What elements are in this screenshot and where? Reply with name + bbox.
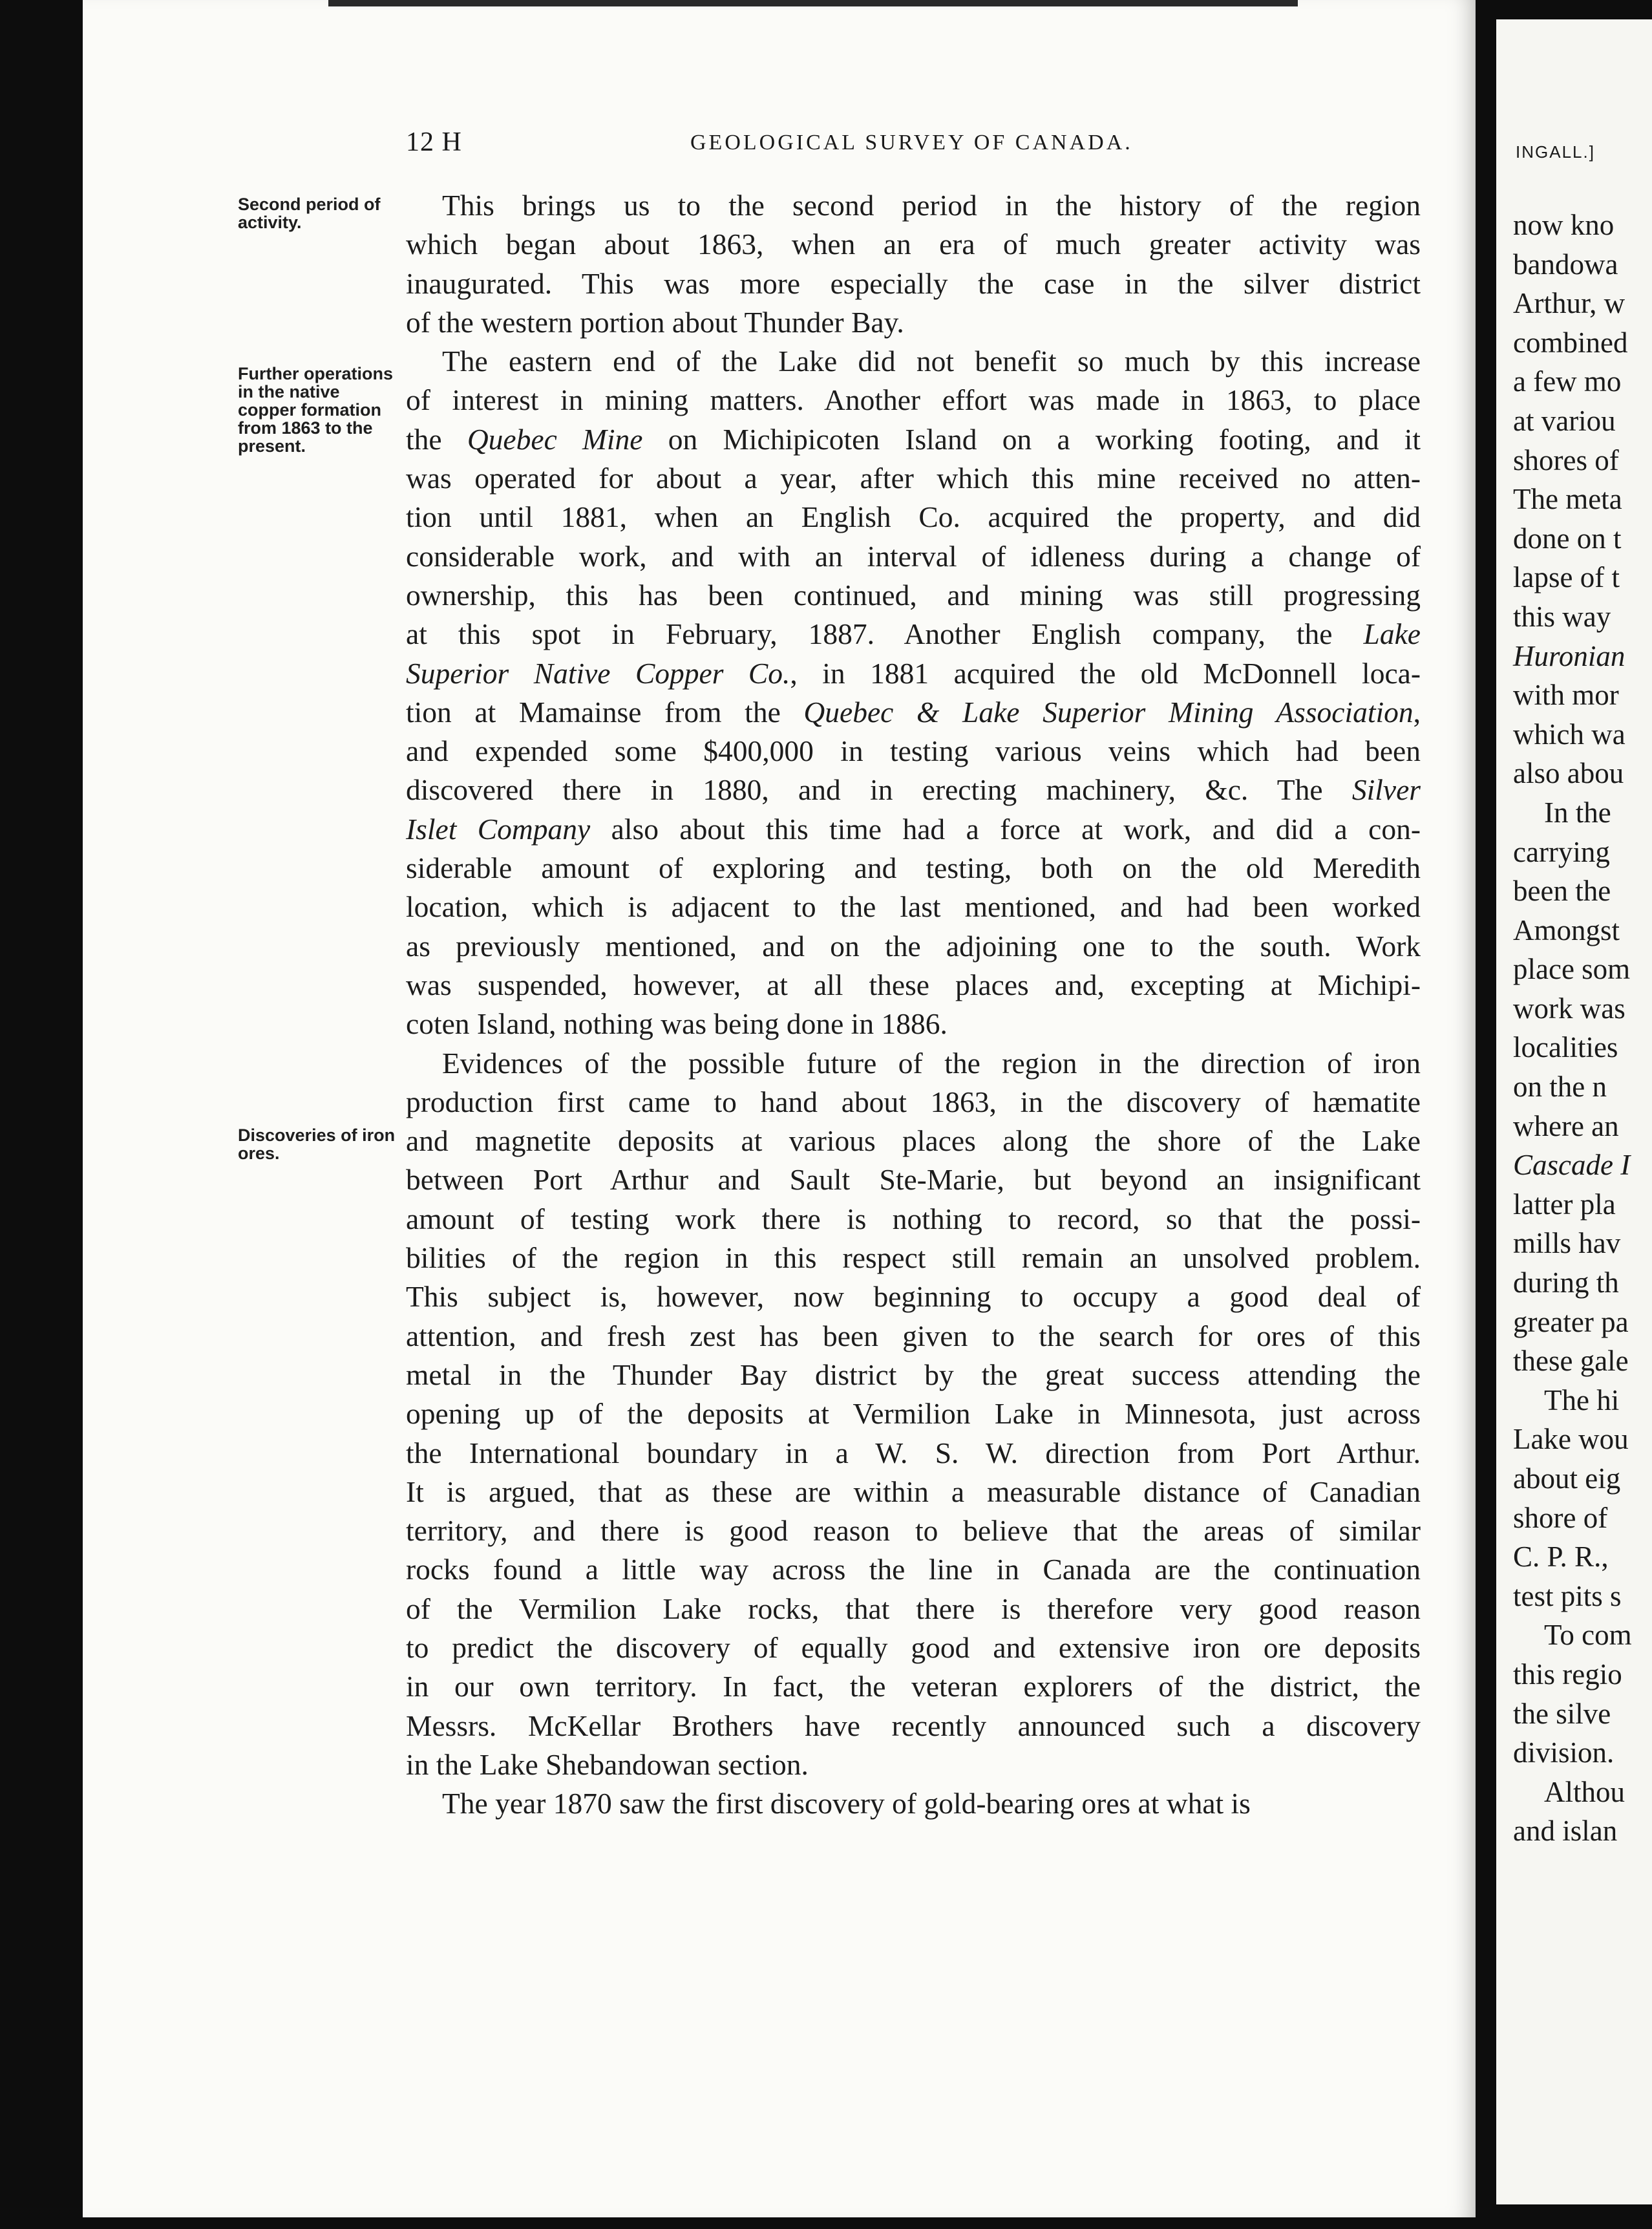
paragraph (406, 1784, 1421, 1823)
text-line: ownership, this has been continued, and mining was still progressing (406, 578, 1421, 612)
right-text-line: these gale (1513, 1345, 1629, 1378)
right-text-line: bandowa (1513, 248, 1618, 281)
right-text-line: greater pa (1513, 1305, 1629, 1338)
text-line: The year 1870 saw the first discovery of gold-bearing ores at what is (442, 1787, 1251, 1820)
right-text-line: about eig (1513, 1462, 1621, 1495)
text-line: between Port Arthur and Sault Ste-Marie, but beyond an insignificant (406, 1163, 1421, 1197)
text-line: the International boundary in a W. S. W. direction from Port Arthur. (406, 1436, 1421, 1469)
text-line: territory, and there is good reason to believe that the areas of similar (406, 1514, 1421, 1548)
text-line: of the western portion about Thunder Bay. (406, 305, 904, 339)
text-line: as previously mentioned, and on the adjoining one to the south. Work (406, 929, 1421, 963)
text-line: Islet Company also about this time had a force at work, and did a con- (406, 812, 1421, 846)
running-header (406, 127, 1421, 165)
right-page-text (1513, 206, 1652, 1851)
text-line: of the Vermilion Lake rocks, that there is therefore very good reason (406, 1592, 1421, 1625)
right-text-line: now kno (1513, 209, 1615, 241)
text-line: inaugurated. This was more especially the case in the silver district (406, 266, 1421, 300)
right-text-line: latter pla (1513, 1188, 1616, 1221)
right-text-line: also abou (1513, 757, 1624, 790)
sidenote-iron-ores: Discoveries of iron ores. (238, 1125, 396, 1163)
right-text-line: Arthur, w (1513, 287, 1626, 320)
text-line: rocks found a little way across the line in Canada are the continuation (406, 1553, 1421, 1586)
right-text-line: this way (1513, 600, 1611, 633)
right-text-line: work was (1513, 992, 1626, 1025)
text-line: location, which is adjacent to the last mentioned, and had been worked (406, 890, 1421, 924)
right-text-line: carrying (1513, 835, 1610, 868)
text-line: in our own territory. In fact, the veteran explorers of the district, the (406, 1670, 1421, 1703)
text-line: the Quebec Mine on Michipicoten Island on a working footing, and it (406, 422, 1421, 456)
body-text (406, 186, 1421, 1823)
right-text-line: at variou (1513, 404, 1616, 437)
text-line: and expended some $400,000 in testing various veins which had been (406, 734, 1421, 768)
right-text-line: a few mo (1513, 365, 1622, 398)
sidenote-second-period: Second period of activity. (238, 195, 381, 232)
text-line: was suspended, however, at all these places and, excepting at Michipi- (406, 968, 1421, 1001)
paragraph (406, 186, 1421, 342)
text-line: discovered there in 1880, and in erecting machinery, &c. The Silver (406, 773, 1421, 807)
right-text-line: lapse of t (1513, 561, 1620, 594)
right-text-line: shore of (1513, 1501, 1608, 1534)
text-line: This brings us to the second period in the history of the region (442, 189, 1421, 222)
text-line: production first came to hand about 1863, in the discovery of hæmatite (406, 1085, 1421, 1118)
right-text-line: To com (1544, 1619, 1632, 1652)
text-line: Superior Native Copper Co., in 1881 acquired the old McDonnell loca- (406, 656, 1421, 690)
right-text-line: Amongst (1513, 913, 1620, 946)
right-text-line: Huronian (1513, 639, 1626, 672)
right-text-line: with mor (1513, 679, 1619, 712)
top-edge-shadow (328, 0, 1298, 6)
right-text-line: been the (1513, 875, 1611, 908)
text-line: tion until 1881, when an English Co. acquired the property, and did (406, 500, 1421, 534)
text-line: It is argued, that as these are within a measurable distance of Canadian (406, 1475, 1421, 1508)
right-text-line: The meta (1513, 483, 1622, 516)
page-number: 12 H (406, 127, 462, 157)
text-line: siderable amount of exploring and testing, both on the old Meredith (406, 851, 1421, 885)
right-text-line: mills hav (1513, 1227, 1621, 1260)
right-text-line: combined (1513, 326, 1628, 359)
text-line: This subject is, however, now beginning to occupy a good deal of (406, 1280, 1421, 1314)
right-text-line: C. P. R., (1513, 1541, 1609, 1573)
right-text-line: Cascade I (1513, 1149, 1631, 1182)
text-line: of interest in mining matters. Another effort was made in 1863, to place (406, 383, 1421, 417)
paragraph (406, 342, 1421, 1043)
right-text-line: the silve (1513, 1697, 1611, 1730)
right-text-line: The hi (1544, 1383, 1620, 1416)
right-text-line: shores of (1513, 443, 1619, 476)
right-running-head: INGALL.] (1516, 142, 1595, 162)
right-text-line: Lake wou (1513, 1423, 1629, 1456)
right-text-line: done on t (1513, 522, 1622, 555)
right-text-line: place som (1513, 953, 1631, 986)
running-title: GEOLOGICAL SURVEY OF CANADA. (690, 131, 1133, 155)
right-text-line: test pits s (1513, 1579, 1622, 1612)
right-text-line: on the n (1513, 1071, 1607, 1104)
right-text-line: and islan (1513, 1815, 1618, 1848)
right-text-line: In the (1544, 796, 1611, 829)
text-line: to predict the discovery of equally good and extensive iron ore deposits (406, 1630, 1421, 1664)
text-line: and magnetite deposits at various places along the shore of the Lake (406, 1124, 1421, 1158)
text-line: opening up of the deposits at Vermilion Lake in Minnesota, just across (406, 1397, 1421, 1431)
text-line: in the Lake Shebandowan section. (406, 1747, 809, 1781)
right-text-line: during th (1513, 1266, 1619, 1299)
text-line: was operated for about a year, after which this mine received no atten- (406, 462, 1421, 495)
right-text-line: localities (1513, 1031, 1618, 1064)
text-line: at this spot in February, 1887. Another English company, the Lake (406, 617, 1421, 651)
right-text-line: this regio (1513, 1658, 1622, 1690)
text-line: Messrs. McKellar Brothers have recently announced such a discovery (406, 1709, 1421, 1742)
sidenote-further-operations: Further operations in the native copper formation from 1863 to the present. (238, 364, 394, 456)
text-line: amount of testing work there is nothing to record, so that the possi- (406, 1202, 1421, 1235)
text-line: metal in the Thunder Bay district by the great success attending the (406, 1358, 1421, 1391)
right-page-partial (1496, 19, 1652, 2204)
right-text-line: which wa (1513, 718, 1626, 751)
text-line: tion at Mamainse from the Quebec & Lake Superior Mining Association, (406, 695, 1421, 729)
text-line: bilities of the region in this respect still remain an unsolved problem. (406, 1241, 1421, 1275)
right-text-line: where an (1513, 1109, 1619, 1142)
text-line: coten Island, nothing was being done in 1886. (406, 1007, 948, 1041)
text-line: which began about 1863, when an era of much greater activity was (406, 228, 1421, 261)
text-line: Evidences of the possible future of the region in the direction of iron (442, 1046, 1421, 1080)
text-line: considerable work, and with an interval of idleness during a change of (406, 539, 1421, 573)
text-line: attention, and fresh zest has been given to the search for ores of this (406, 1319, 1421, 1352)
right-text-line: division. (1513, 1736, 1615, 1769)
paragraph (406, 1044, 1421, 1785)
text-line: The eastern end of the Lake did not benefit so much by this increase (442, 345, 1421, 378)
right-text-line: Althou (1544, 1775, 1626, 1808)
